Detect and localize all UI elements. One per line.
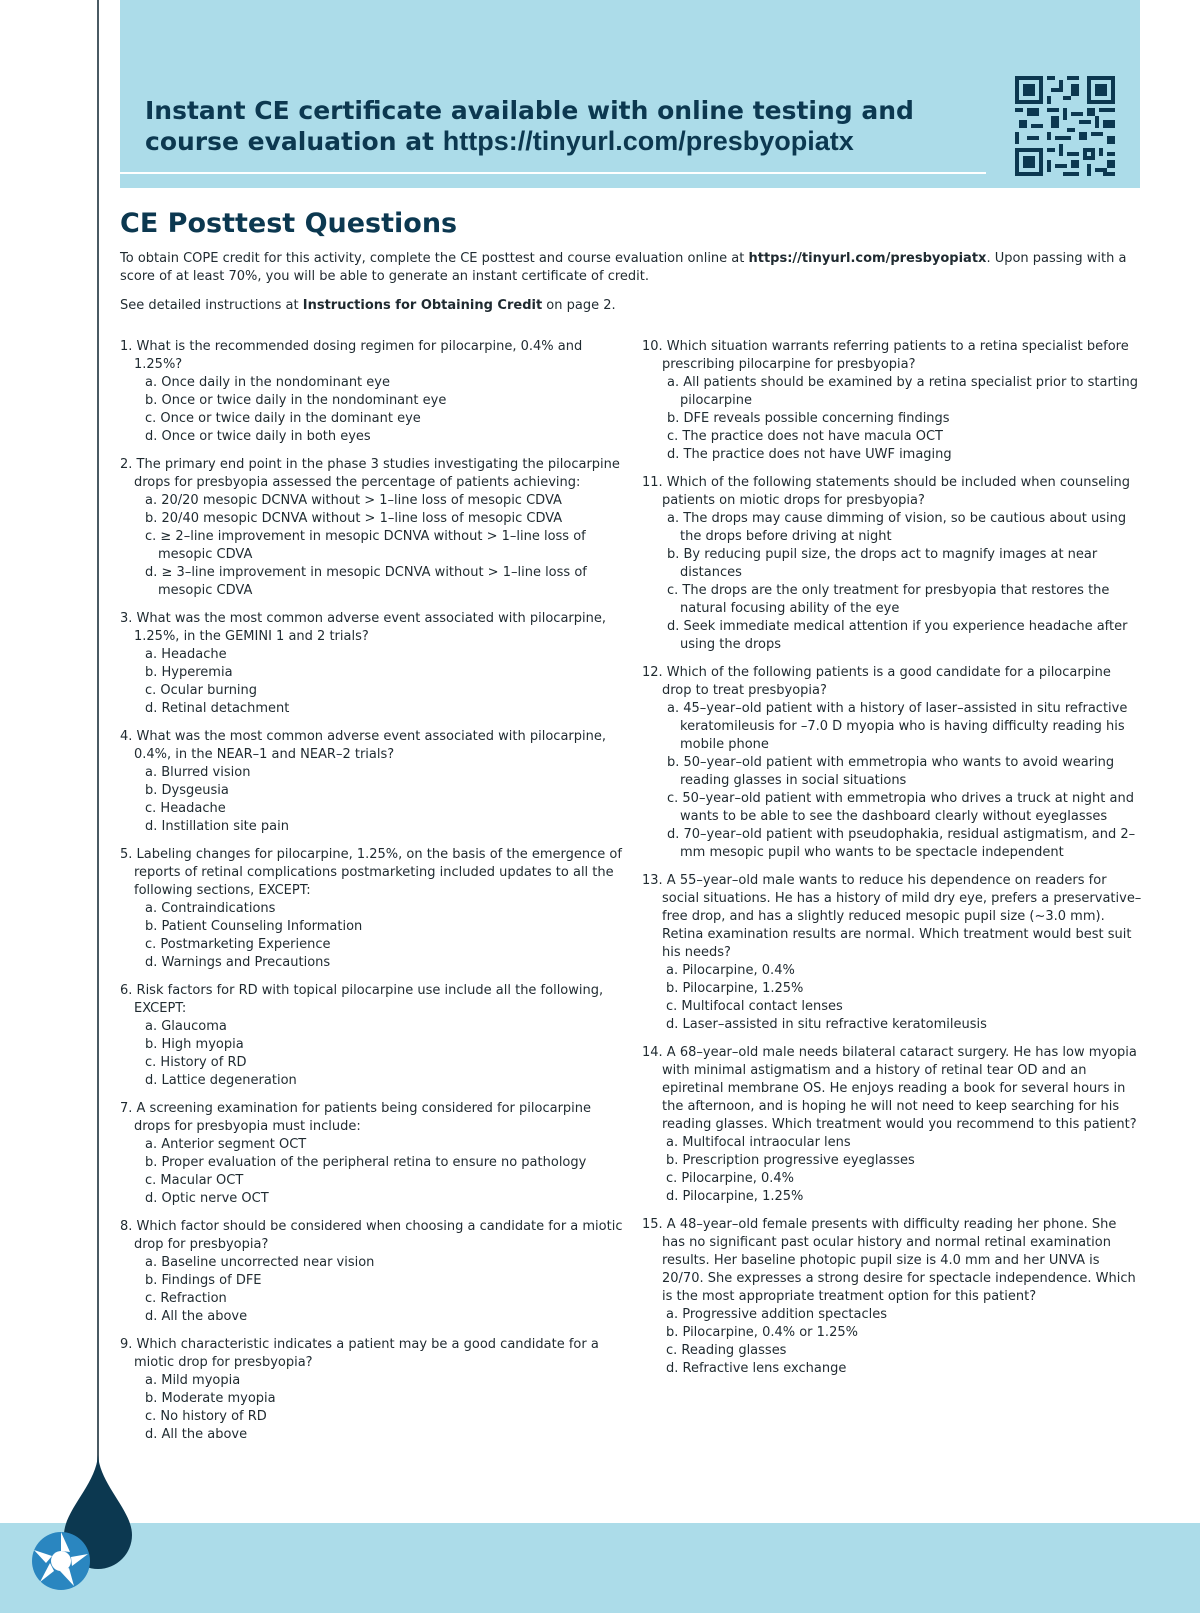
answer-option: a. Mild myopia	[145, 1373, 241, 1388]
question-10	[642, 338, 1142, 464]
answer-options	[642, 1134, 1142, 1206]
intro-url-link[interactable]: https://tinyurl.com/presbyopiatx	[748, 251, 987, 266]
answer-options	[120, 1018, 630, 1090]
answer-option: d. Optic nerve OCT	[145, 1191, 269, 1206]
answer-option: b. Proper evaluation of the peripheral retina to ensure no pathology	[145, 1155, 587, 1170]
answer-option: a. Once daily in the nondominant eye	[145, 375, 390, 390]
answer-option: c. Multifocal contact lenses	[666, 999, 843, 1014]
answer-option: a. Contraindications	[145, 901, 276, 916]
question-11	[642, 474, 1142, 654]
top-banner	[120, 0, 1140, 188]
intro-text: To obtain COPE credit for this activity, complete the CE posttest and course evaluation online at	[120, 251, 749, 266]
question-text: 7. A screening examination for patients being considered for pilocarpine drops for presbyopia must include:	[120, 1101, 592, 1134]
answer-option: a. Multifocal intraocular lens	[666, 1135, 851, 1150]
question-text: 11. Which of the following statements should be included when counseling patients on miotic drops for presbyopia?	[642, 475, 1130, 508]
answer-option: a. Glaucoma	[145, 1019, 227, 1034]
answer-option: b. Findings of DFE	[145, 1273, 262, 1288]
answer-options	[120, 1136, 630, 1208]
answer-option: b. By reducing pupil size, the drops act to magnify images at near distances	[667, 547, 1098, 580]
answer-option: c. Pilocarpine, 0.4%	[666, 1171, 794, 1186]
answer-option: a. All patients should be examined by a retina specialist prior to starting pilocarpine	[667, 375, 1139, 408]
answer-option: d. Warnings and Precautions	[145, 955, 331, 970]
question-3	[120, 610, 630, 718]
answer-option: d. All the above	[145, 1427, 248, 1442]
answer-option: c. The practice does not have macula OCT	[667, 429, 943, 444]
question-9	[120, 1336, 630, 1444]
answer-option: c. Ocular burning	[145, 683, 258, 698]
answer-option: a. Blurred vision	[145, 765, 251, 780]
answer-options	[642, 700, 1142, 862]
question-text: 12. Which of the following patients is a good candidate for a pilocarpine drop to treat presbyopia?	[642, 665, 1111, 698]
question-5	[120, 846, 630, 972]
answer-option: b. Pilocarpine, 0.4% or 1.25%	[666, 1325, 858, 1340]
answer-option: b. Hyperemia	[145, 665, 233, 680]
aperture-logo-icon	[30, 1530, 92, 1592]
question-text: 8. Which factor should be considered when choosing a candidate for a miotic drop for presbyopia?	[120, 1219, 623, 1252]
question-text: 1. What is the recommended dosing regimen for pilocarpine, 0.4% and 1.25%?	[120, 339, 583, 372]
answer-option: a. Anterior segment OCT	[145, 1137, 307, 1152]
answer-option: b. 50–year–old patient with emmetropia who wants to avoid wearing reading glasses in social situations	[667, 755, 1115, 788]
question-text: 4. What was the most common adverse event associated with pilocarpine, 0.4%, in the NEAR–1 and NEAR–2 trials?	[120, 729, 606, 762]
answer-option: b. Dysgeusia	[145, 783, 229, 798]
answer-options	[120, 374, 630, 446]
question-13	[642, 872, 1142, 1034]
question-12	[642, 664, 1142, 862]
answer-option: c. The drops are the only treatment for presbyopia that restores the natural focusing ability of the eye	[667, 583, 1110, 616]
answer-option: a. 20/20 mesopic DCNVA without > 1–line loss of mesopic CDVA	[145, 493, 562, 508]
answer-option: c. Postmarketing Experience	[145, 937, 331, 952]
answer-option: d. The practice does not have UWF imaging	[667, 447, 952, 462]
footer-band	[0, 1523, 1200, 1613]
answer-option: b. Pilocarpine, 1.25%	[666, 981, 804, 996]
banner-line-2-prefix: course evaluation at	[145, 127, 443, 156]
question-text: 3. What was the most common adverse event associated with pilocarpine, 1.25%, in the GEMINI 1 and 2 trials?	[120, 611, 606, 644]
answer-option: d. Once or twice daily in both eyes	[145, 429, 371, 444]
answer-option: b. Moderate myopia	[145, 1391, 276, 1406]
answer-options	[642, 1306, 1142, 1378]
question-text: 5. Labeling changes for pilocarpine, 1.25%, on the basis of the emergence of reports of retinal complications postmarketing included updates to all the following sections, EXCEPT:	[120, 847, 622, 898]
intro-text-end: . Upon passing with a score of at least 70%, you will be able to generate an instant certificate of credit.	[120, 251, 1127, 284]
answer-options	[120, 646, 630, 718]
question-text: 10. Which situation warrants referring patients to a retina specialist before prescribing pilocarpine for presbyopia?	[642, 339, 1129, 372]
banner-url-link[interactable]: https://tinyurl.com/presbyopiatx	[442, 126, 854, 156]
question-text: 15. A 48–year–old female presents with difficulty reading her phone. She has no significant past ocular history and normal retinal examination results. Her baseline photopic pupil size is 4.0 mm and her UNVA is 20/70. She expresses a strong desire for spectacle independence. Which is the most appropriate treatment option for this patient?	[642, 1217, 1136, 1304]
qr-code-icon[interactable]	[1015, 76, 1115, 176]
answer-option: c. Macular OCT	[145, 1173, 244, 1188]
left-margin-rule	[97, 0, 99, 1465]
banner-heading	[145, 95, 1005, 157]
answer-option: c. ≥ 2–line improvement in mesopic DCNVA without > 1–line loss of mesopic CDVA	[145, 529, 586, 562]
answer-option: a. 45–year–old patient with a history of laser–assisted in situ refractive keratomileusis for –7.0 D myopia who is having difficulty reading his mobile phone	[667, 701, 1128, 752]
answer-option: c. No history of RD	[145, 1409, 267, 1424]
question-2	[120, 456, 630, 600]
question-1	[120, 338, 630, 446]
answer-option: b. DFE reveals possible concerning findings	[667, 411, 950, 426]
banner-line-2	[145, 126, 1005, 157]
answer-option: a. The drops may cause dimming of vision, so be cautious about using the drops before driving at night	[667, 511, 1127, 544]
questions-right-column	[642, 338, 1142, 1388]
answer-option: c. Headache	[145, 801, 226, 816]
answer-option: d. Lattice degeneration	[145, 1073, 297, 1088]
answer-options	[120, 764, 630, 836]
answer-option: d. Pilocarpine, 1.25%	[666, 1189, 804, 1204]
answer-option: d. Laser–assisted in situ refractive keratomileusis	[666, 1017, 987, 1032]
question-7	[120, 1100, 630, 1208]
question-text: 9. Which characteristic indicates a patient may be a good candidate for a miotic drop for presbyopia?	[120, 1337, 599, 1370]
answer-option: b. 20/40 mesopic DCNVA without > 1–line loss of mesopic CDVA	[145, 511, 563, 526]
questions-left-column	[120, 338, 630, 1454]
answer-option: c. Reading glasses	[666, 1343, 787, 1358]
answer-option: d. 70–year–old patient with pseudophakia, residual astigmatism, and 2–mm mesopic pupil who wants to be spectacle independent	[667, 827, 1136, 860]
answer-options	[120, 492, 630, 600]
instructions-text: See detailed instructions at	[120, 298, 303, 313]
answer-option: b. Prescription progressive eyeglasses	[666, 1153, 915, 1168]
question-6	[120, 982, 630, 1090]
answer-options	[120, 900, 630, 972]
banner-divider	[120, 172, 986, 174]
instructions-reference: Instructions for Obtaining Credit	[302, 298, 543, 313]
answer-option: c. History of RD	[145, 1055, 247, 1070]
answer-option: a. Baseline uncorrected near vision	[145, 1255, 375, 1270]
answer-option: c. 50–year–old patient with emmetropia who drives a truck at night and wants to be able to see the dashboard clearly without eyeglasses	[667, 791, 1134, 824]
answer-option: b. Patient Counseling Information	[145, 919, 363, 934]
question-text: 6. Risk factors for RD with topical pilocarpine use include all the following, EXCEPT:	[120, 983, 604, 1016]
answer-option: d. All the above	[145, 1309, 248, 1324]
answer-option: a. Pilocarpine, 0.4%	[666, 963, 795, 978]
question-4	[120, 728, 630, 836]
intro-paragraph	[120, 250, 1130, 286]
question-text: 14. A 68–year–old male needs bilateral cataract surgery. He has low myopia with minimal astigmatism and a history of retinal tear OD and an epiretinal membrane OS. He enjoys reading a book for several hours in the afternoon, and is hoping he will not need to keep searching for his reading glasses. Which treatment would you recommend to this patient?	[642, 1045, 1137, 1132]
answer-option: c. Once or twice daily in the dominant eye	[145, 411, 421, 426]
answer-option: d. Instillation site pain	[145, 819, 289, 834]
answer-options	[642, 510, 1142, 654]
answer-option: a. Headache	[145, 647, 227, 662]
answer-option: c. Refraction	[145, 1291, 227, 1306]
answer-option: b. Once or twice daily in the nondominant eye	[145, 393, 447, 408]
question-text: 2. The primary end point in the phase 3 studies investigating the pilocarpine drops for presbyopia assessed the percentage of patients achieving:	[120, 457, 620, 490]
banner-line-1: Instant CE certificate available with online testing and	[145, 96, 914, 125]
question-14	[642, 1044, 1142, 1206]
answer-options	[642, 962, 1142, 1034]
answer-option: d. ≥ 3–line improvement in mesopic DCNVA without > 1–line loss of mesopic CDVA	[145, 565, 587, 598]
answer-option: a. Progressive addition spectacles	[666, 1307, 888, 1322]
instructions-line	[120, 297, 616, 315]
answer-option: b. High myopia	[145, 1037, 244, 1052]
question-text: 13. A 55–year–old male wants to reduce his dependence on readers for social situations. He has a history of mild dry eye, prefers a preservative–free drop, and has a slightly reduced mesopic pupil size (~3.0 mm). Retina examination results are normal. Which treatment would best suit his needs?	[642, 873, 1142, 960]
answer-options	[120, 1372, 630, 1444]
answer-options	[642, 374, 1142, 464]
answer-option: d. Refractive lens exchange	[666, 1361, 847, 1376]
instructions-text-end: on page 2.	[542, 298, 616, 313]
answer-option: d. Seek immediate medical attention if you experience headache after using the drops	[667, 619, 1128, 652]
question-15	[642, 1216, 1142, 1378]
page-title: CE Posttest Questions	[120, 208, 458, 239]
question-8	[120, 1218, 630, 1326]
answer-options	[120, 1254, 630, 1326]
answer-option: d. Retinal detachment	[145, 701, 290, 716]
